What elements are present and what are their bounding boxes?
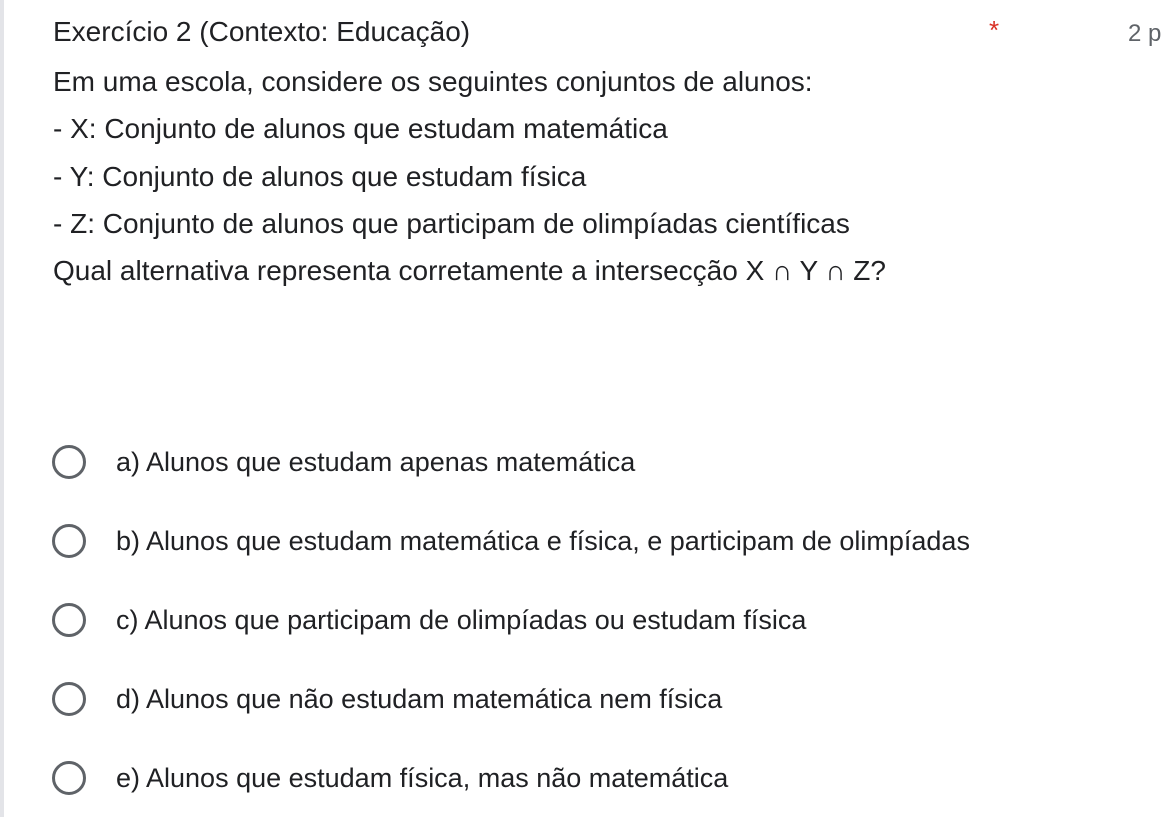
option-label[interactable]: b) Alunos que estudam matemática e física, e participam de olimpíadas [116, 525, 970, 556]
question-text-line: - Y: Conjunto de alunos que estudam física [53, 160, 587, 192]
question-text-line: Em uma escola, considere os seguintes conjuntos de alunos: [53, 66, 813, 97]
question-text-line: - X: Conjunto de alunos que estudam matemática [53, 113, 668, 145]
question-text-line: - Z: Conjunto de alunos que participam de olimpíadas científicas [53, 207, 850, 239]
radio-unchecked-icon[interactable] [52, 682, 86, 716]
option-label[interactable]: a) Alunos que estudam apenas matemática [116, 446, 636, 477]
question-description [53, 58, 886, 294]
radio-unchecked-icon[interactable] [52, 445, 86, 479]
radio-unchecked-icon[interactable] [52, 524, 86, 558]
radio-unchecked-icon[interactable] [52, 761, 86, 795]
question-title: Exercício 2 (Contexto: Educação) [53, 16, 471, 47]
answer-options [52, 422, 970, 817]
option-label[interactable]: e) Alunos que estudam física, mas não matemática [116, 763, 729, 794]
option-a[interactable] [52, 422, 970, 501]
option-b[interactable] [52, 501, 970, 580]
option-c[interactable] [52, 580, 970, 659]
required-marker: * [989, 15, 1000, 45]
question-points: 2 p [1128, 20, 1162, 47]
option-d[interactable] [52, 660, 970, 739]
question-text-line: Qual alternativa representa corretamente a intersecção X ∩ Y ∩ Z? [53, 255, 886, 287]
option-e[interactable] [52, 739, 970, 817]
option-label[interactable]: c) Alunos que participam de olimpíadas ou estudam física [116, 604, 807, 635]
option-label[interactable]: d) Alunos que não estudam matemática nem física [116, 684, 723, 715]
question-header [53, 14, 1163, 54]
radio-unchecked-icon[interactable] [52, 603, 86, 637]
